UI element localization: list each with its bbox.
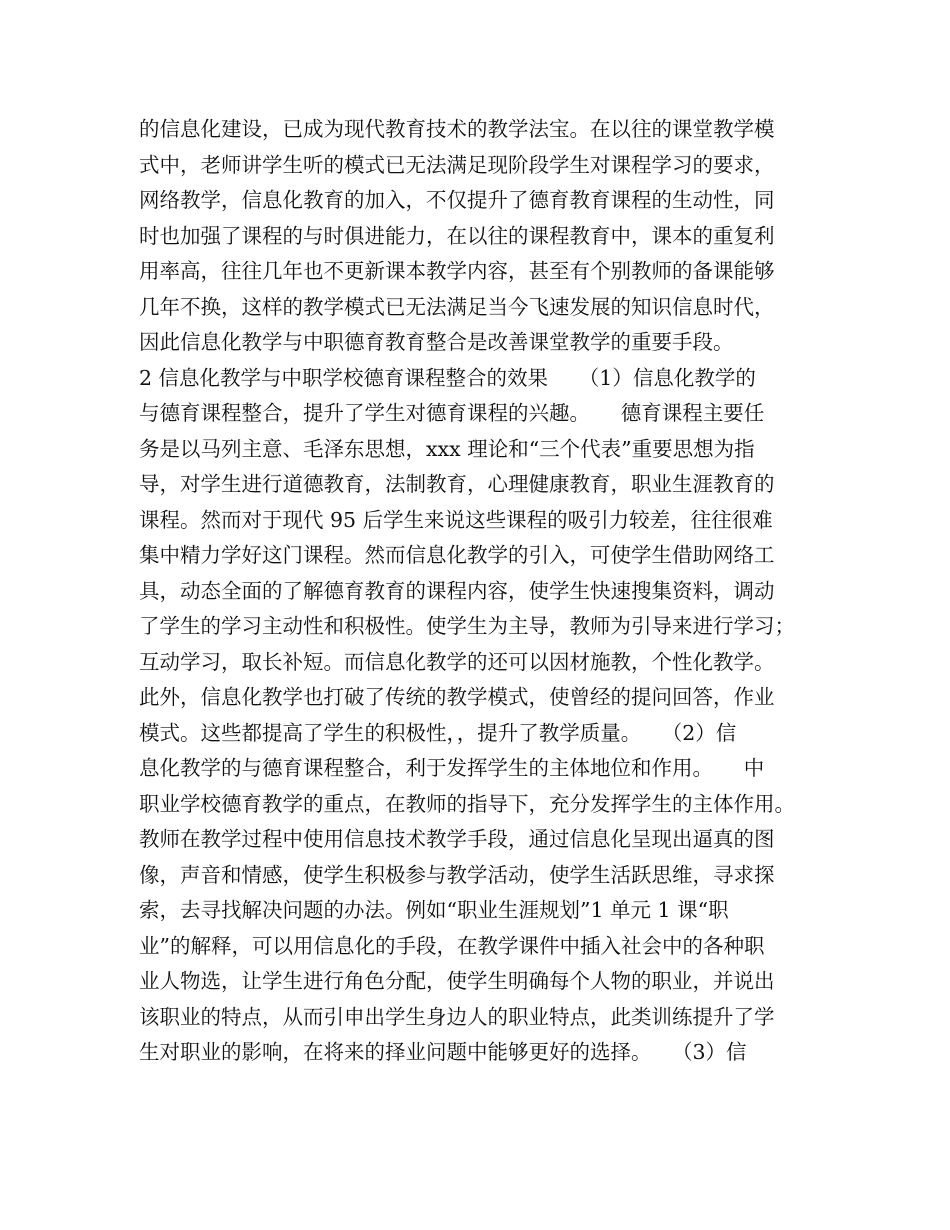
- text-line: 与德育课程整合，提升了学生对德育课程的兴趣。 德育课程主要任: [139, 401, 765, 425]
- text-line: 具，动态全面的了解德育教育的课程内容，使学生快速搜集资料，调动: [139, 578, 775, 603]
- text-line: 业人物选，让学生进行角色分配，使学生明确每个人物的职业，并说出: [139, 969, 775, 993]
- text-line: 课程。然而对于现代 95 后学生来说这些课程的吸引力较差，往往很难: [139, 507, 773, 532]
- text-line: 的信息化建设，已成为现代教育技术的教学法宝。在以往的课堂教学模: [139, 117, 775, 141]
- text-line: 职业学校德育教学的重点，在教师的指导下，充分发挥学生的主体作用。: [139, 791, 795, 816]
- text-line: 此外，信息化教学也打破了传统的教学模式，使曾经的提问回答，作业: [139, 685, 775, 709]
- text-line: 模式。这些都提高了学生的积极性，，提升了教学质量。 （2）信: [139, 720, 737, 745]
- text-line: 几年不换，这样的教学模式已无法满足当今飞速发展的知识信息时代，: [139, 294, 775, 319]
- text-line: 务是以马列主意、毛泽东思想，xxx 理论和“三个代表”重要思想为指: [139, 436, 755, 461]
- text-line: 业”的解释，可以用信息化的手段，在教学课件中插入社会中的各种职: [139, 933, 765, 958]
- text-line: 因此信息化教学与中职德育教育整合是改善课堂教学的重要手段。: [139, 330, 734, 354]
- text-line: 了学生的学习主动性和积极性。使学生为主导，教师为引导来进行学习；: [139, 614, 795, 638]
- text-line: 用率高，往往几年也不更新课本教学内容，甚至有个别教师的备课能够: [139, 259, 775, 283]
- text-line: 时也加强了课程的与时俱进能力，在以往的课程教育中，课本的重复利: [139, 223, 775, 248]
- text-line: 该职业的特点，从而引申出学生身边人的职业特点，此类训练提升了学: [139, 1004, 775, 1029]
- text-line: 像，声音和情感，使学生积极参与教学活动，使学生活跃思维，寻求探: [139, 862, 775, 887]
- text-line: 息化教学的与德育课程整合，利于发挥学生的主体地位和作用。 中: [139, 756, 765, 780]
- text-line: 网络教学，信息化教育的加入，不仅提升了德育教育课程的生动性，同: [139, 188, 775, 212]
- text-line: 生对职业的影响，在将来的择业问题中能够更好的选择。 （3）信: [139, 1040, 747, 1064]
- text-line: 索，去寻找解决问题的办法。例如“职业生涯规划”1 单元 1 课“职: [139, 898, 729, 922]
- text-line: 2 信息化教学与中职学校德育课程整合的效果 （1）信息化教学的: [139, 365, 756, 390]
- text-line: 式中，老师讲学生听的模式已无法满足现阶段学生对课程学习的要求，: [139, 152, 775, 177]
- text-line: 互动学习，取长补短。而信息化教学的还可以因材施教，个性化教学。: [139, 649, 775, 674]
- text-line: 导，对学生进行道德教育，法制教育，心理健康教育，职业生涯教育的: [139, 472, 775, 496]
- body-text: [139, 112, 829, 1071]
- text-line: 教师在教学过程中使用信息技术教学手段，通过信息化呈现出逼真的图: [139, 827, 775, 851]
- text-line: 集中精力学好这门课程。然而信息化教学的引入，可使学生借助网络工: [139, 543, 775, 567]
